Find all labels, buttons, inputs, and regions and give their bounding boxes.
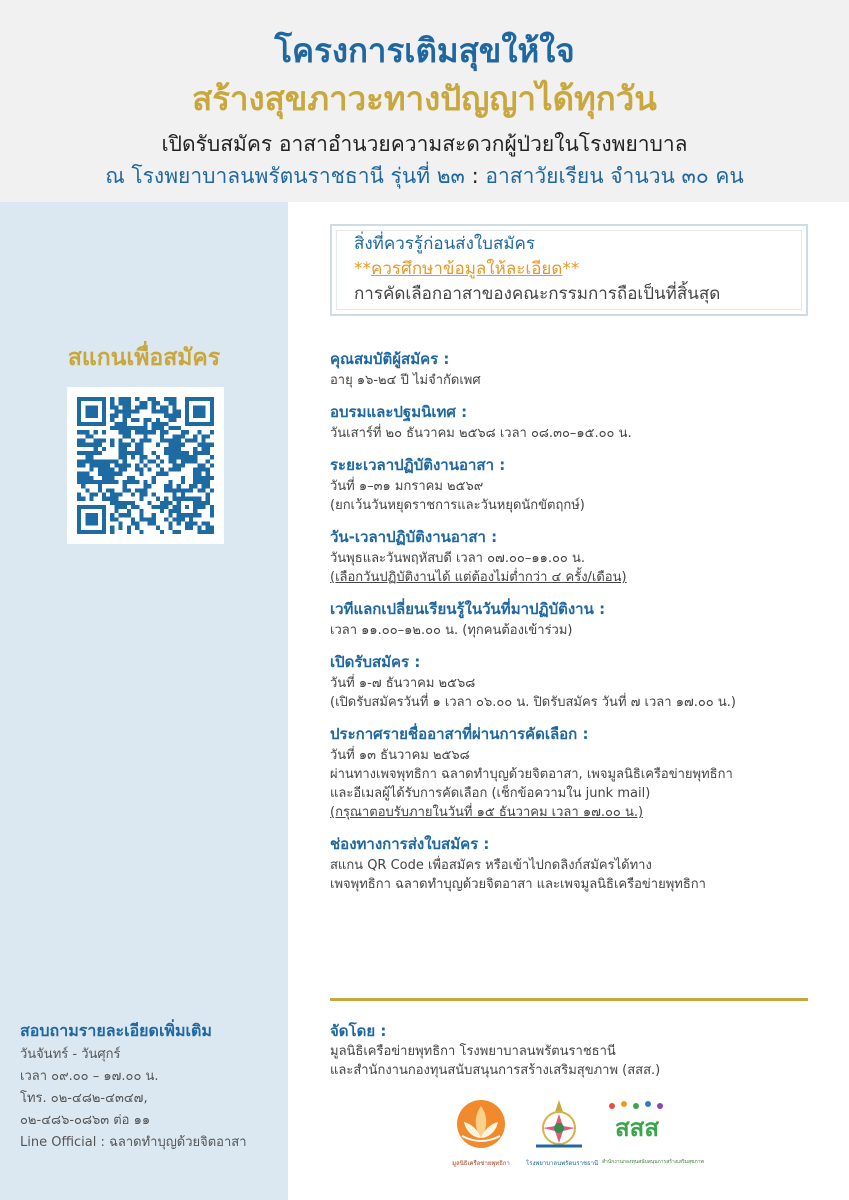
contact-title: สอบถามรายละเอียดเพิ่มเติม xyxy=(20,1021,212,1040)
notice-suffix: ** xyxy=(562,259,580,279)
logo3-text: สสส xyxy=(615,1114,659,1142)
subtitle-line-1: เปิดรับสมัคร อาสาอำนวยความสะดวกผู้ป่วยในโรงพยาบาล xyxy=(161,132,688,156)
section-line: (เปิดรับสมัครวันที่ ๑ เวลา ๐๖.๐๐ น. ปิดรับสมัคร วันที่ ๗ เวลา ๑๗.๐๐ น.) xyxy=(330,695,736,710)
section-duration xyxy=(330,454,820,515)
section-announcement xyxy=(330,723,820,822)
logo-caption: โรงพยาบาลนพรัตนราชธานี xyxy=(526,1160,599,1167)
section-line: เวลา ๑๑.๐๐–๑๒.๐๐ น. (ทุกคนต้องเข้าร่วม) xyxy=(330,623,573,638)
section-learning-forum xyxy=(330,598,820,640)
subtitle-separator: : xyxy=(464,164,486,188)
hospital-logo xyxy=(526,1098,599,1168)
subtitle-part-1: ณ โรงพยาบาลนพรัตนราชธานี รุ่นที่ ๒๓ xyxy=(105,164,465,188)
section-line: สแกน QR Code เพื่อสมัคร หรือเข้าไปกดลิงก์สมัครได้ทาง xyxy=(330,858,652,873)
section-title: เวทีแลกเปลี่ยนเรียนรู้ในวันที่มาปฏิบัติงาน : xyxy=(330,600,606,618)
section-channels xyxy=(330,833,820,894)
buddhika-logo xyxy=(450,1098,512,1168)
section-line: อายุ ๑๖-๒๔ ปี ไม่จำกัดเพศ xyxy=(330,373,481,388)
section-title: วัน-เวลาปฏิบัติงานอาสา : xyxy=(330,528,498,546)
section-line: เพจพุทธิกา ฉลาดทำบุญด้วยจิตอาสา และเพจมูลนิธิเครือข่ายพุทธิกา xyxy=(330,877,706,892)
subtitle-line-2 xyxy=(0,160,849,193)
notice-line-2 xyxy=(354,257,800,282)
organizer-block xyxy=(330,1020,810,1080)
contact-phone-2: ๐๒-๔๘๖-๐๘๖๓ ต่อ ๑๑ xyxy=(20,1113,151,1128)
section-title: คุณสมบัติผู้สมัคร : xyxy=(330,350,450,368)
details-content xyxy=(330,348,820,905)
section-title: ช่องทางการส่งใบสมัคร : xyxy=(330,835,490,853)
title-line-2: สร้างสุขภาวะทางปัญญาได้ทุกวัน xyxy=(192,79,657,118)
contact-line-official: Line Official : ฉลาดทำบุญด้วยจิตอาสา xyxy=(20,1135,247,1150)
section-orientation xyxy=(330,401,820,443)
header-banner xyxy=(0,0,849,202)
partner-logos xyxy=(450,1098,704,1168)
contact-days: วันจันทร์ - วันศุกร์ xyxy=(20,1047,121,1062)
section-registration xyxy=(330,651,820,712)
notice-line-3: การคัดเลือกอาสาของคณะกรรมการถือเป็นที่สิ้นสุด xyxy=(354,284,721,304)
organizer-line-1: มูลนิธิเครือข่ายพุทธิกา โรงพยาบาลนพรัตนราชธานี xyxy=(330,1044,616,1059)
subtitle-part-2: อาสาวัยเรียน จำนวน ๓๐ คน xyxy=(485,164,744,188)
section-line: วันพุธและวันพฤหัสบดี เวลา ๐๗.๐๐–๑๑.๐๐ น. xyxy=(330,551,585,566)
section-title: อบรมและปฐมนิเทศ : xyxy=(330,403,468,421)
scan-title: สแกนเพื่อสมัคร xyxy=(67,345,221,371)
notice-prefix: ** xyxy=(354,259,371,279)
lotus-icon xyxy=(450,1098,512,1154)
contact-info xyxy=(20,1020,282,1154)
qr-code[interactable] xyxy=(67,387,224,544)
section-title: ระยะเวลาปฏิบัติงานอาสา : xyxy=(330,456,506,474)
notice-box xyxy=(330,224,808,316)
section-qualifications xyxy=(330,348,820,390)
logo-caption: สำนักงานกองทุนสนับสนุนการสร้างเสริมสุขภาพ xyxy=(602,1159,704,1165)
section-line: วันเสาร์ที่ ๒๐ ธันวาคม ๒๕๖๘ เวลา ๐๘.๓๐–๑๕.๐๐ น. xyxy=(330,426,632,441)
notice-line-1: สิ่งที่ควรรู้ก่อนส่งใบสมัคร xyxy=(354,234,536,254)
organizer-line-2: และสำนักงานกองทุนสนับสนุนการสร้างเสริมสุขภาพ (สสส.) xyxy=(330,1063,661,1078)
notice-emphasis: ควรศึกษาข้อมูลให้ละเอียด xyxy=(371,259,563,279)
section-line: วันที่ ๑–๓๑ มกราคม ๒๕๖๙ xyxy=(330,479,484,494)
logo-caption: มูลนิธิเครือข่ายพุทธิกา xyxy=(452,1160,510,1167)
section-line-underlined: (กรุณาตอบรับภายในวันที่ ๑๕ ธันวาคม เวลา ๑๗.๐๐ น.) xyxy=(330,805,644,820)
title-line-1: โครงการเติมสุขให้ใจ xyxy=(274,31,575,70)
section-line: ผ่านทางเพจพุทธิกา ฉลาดทำบุญด้วยจิตอาสา, เพจมูลนิธิเครือข่ายพุทธิกา xyxy=(330,767,733,782)
section-line: วันที่ ๑๓ ธันวาคม ๒๕๖๘ xyxy=(330,748,470,763)
hospital-emblem-icon xyxy=(526,1098,592,1154)
section-title: ประกาศรายชื่ออาสาที่ผ่านการคัดเลือก : xyxy=(330,725,589,743)
section-schedule xyxy=(330,526,820,587)
thaihealth-icon xyxy=(602,1098,672,1154)
thaihealth-logo xyxy=(602,1098,704,1166)
qr-code-icon xyxy=(77,397,214,534)
contact-phone-1: โทร. ๐๒-๔๘๒-๔๓๔๗, xyxy=(20,1091,148,1106)
organizer-title: จัดโดย : xyxy=(330,1022,387,1040)
section-line-underlined: (เลือกวันปฏิบัติงานได้ แต่ต้องไม่ต่ำกว่า ๔ ครั้ง/เดือน) xyxy=(330,570,627,585)
gold-divider xyxy=(330,998,808,1001)
contact-hours: เวลา ๐๙.๐๐ – ๑๗.๐๐ น. xyxy=(20,1069,159,1084)
section-line: วันที่ ๑-๗ ธันวาคม ๒๕๖๘ xyxy=(330,676,476,691)
section-title: เปิดรับสมัคร : xyxy=(330,653,421,671)
section-line: และอีเมลผู้ได้รับการคัดเลือก (เช็กข้อความใน junk mail) xyxy=(330,786,651,801)
section-line: (ยกเว้นวันหยุดราชการและวันหยุดนักขัตฤกษ์) xyxy=(330,498,585,513)
